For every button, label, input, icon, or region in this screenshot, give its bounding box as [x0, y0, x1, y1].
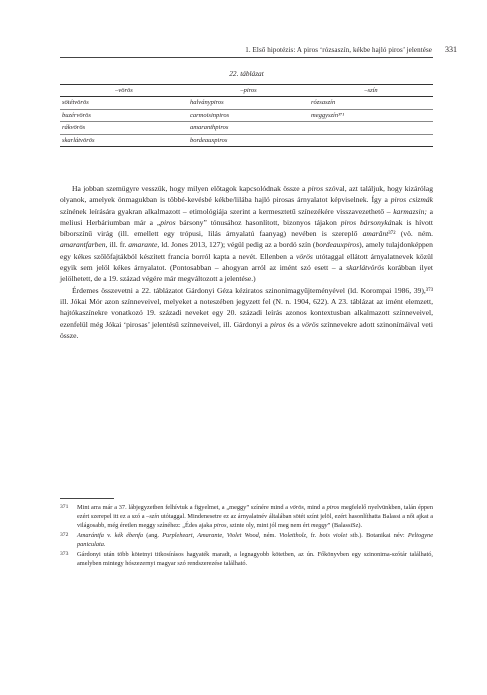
footnote-text: Gárdonyi után több kötetnyi titkosírásos hagyaték maradt, a legnagyobb kötetben, az ún. Főkönyvben egy szinonima-szótár található, amelyben mintegy hószezernyi magyar szó rendszerezése található. — [77, 551, 433, 568]
paragraph-2: Érdemes összevetni a 22. táblázatot Gárdonyi Géza kéziratos szinonimagyűjteményével (ld. Korompai 1986, 39),³⁷³ ill. Jókai Mór azon színneveivel, melyeket a noteszében jegyzett fel (N. n. 1904, 622). A 23. táblázat az imént elemzett, hajtókaszínekre vonatkozó 19. századi neveket egy 20. századi leírás azonos kontextusban alkalmazott színneveivel, ezenfelül még Jókai ‘pirosas’ jelentésű színneveivel, ill. Gárdonyi a piros és a vörös színnevekre adott szinonímáival veti össze. — [60, 285, 434, 340]
table-row — [60, 134, 433, 147]
table-cell: buzérvörös — [60, 109, 188, 122]
page-number: 331 — [445, 45, 457, 54]
header-rule — [60, 57, 433, 58]
table-header-row — [60, 85, 433, 97]
footnote-372 — [60, 531, 433, 549]
paragraph-1: Ha jobban szemügyre vesszük, hogy milyen előtagok kapcsolódnak össze a piros szóval, azt találjuk, hogy kizárólag olyanok, amelyek önmagukban is többé-kevésbé kékbe/lilába hajló pirosas árnyalatot képviselnek. Így a piros csizmák színének leírására gyakran alkalmazott – etimológiája szerint a kermesztetű színezékére visszavezethető – karmazsin; a meliusi Herbáriumban már a „piros bársony” tónusához hasonlított, bizonyos tájakon piros bársonykának is hívott bíborszínű virág (ill. emellett egy trópusi, lilás árnyalatú faanyag) nevében is szereplő amarânt³⁷² (vö. ném. amarantfarben, ill. fr. amarante, ld. Jones 2013, 127); végül pedig az a bordó szín (bordeauxpiros), amely tulajdonképpen egy kékes szőlőfajtákból készített francia borról kapta a nevét. Ellenben a vörös utótaggal ellátott árnyalatnevek közül egyik sem jelöl kékes árnyalatot. (Pontosabban – ahogyan arról az imént szó esett – a skarlátvörös korábban ilyet jelölhetett, de a 19. század végére már megváltozott a jelentése.) — [60, 184, 434, 284]
table-cell: rákvörös — [60, 122, 188, 135]
table-row — [60, 122, 433, 135]
running-head: 1. Első hipotézis: A piros ‘rózsaszín, kékbe hajló piros’ jelentése — [245, 46, 432, 54]
table-cell: rózsaszín — [309, 97, 433, 110]
color-name-table — [60, 84, 433, 147]
table-cell: meggyszín³⁷¹ — [309, 109, 433, 122]
footnote-number: 372 — [60, 532, 69, 539]
table-cell — [309, 134, 433, 147]
column-header-szin: –szín — [309, 85, 433, 97]
table-caption: 22. táblázat — [229, 69, 264, 78]
table-cell: carmoisinpiros — [188, 109, 309, 122]
table-row — [60, 109, 433, 122]
table-cell: skarlátvörös — [60, 134, 188, 147]
table-cell: sötétvörös — [60, 97, 188, 110]
footnote-text: Amarántfa v. kék ébenfa (ang. Purpleheart, Amarante, Violet Wood, ném. Violettholz, fr. bois violet stb.). Botanikai név: Peltogyne paniculata. — [77, 532, 433, 549]
table-cell: halványpiros — [188, 97, 309, 110]
table-cell — [309, 122, 433, 135]
footnote-rule — [60, 498, 114, 499]
footnotes — [60, 503, 433, 569]
footnote-371 — [60, 503, 433, 531]
table-row — [60, 97, 433, 110]
column-header-piros: –piros — [188, 85, 309, 97]
footnote-ref-372[interactable]: ³⁷² — [388, 229, 396, 239]
footnote-text: Mint arra már a 37. lábjegyzetben felhívtuk a figyelmet, a „meggy” színére mind a vörös, mind a piros megfelelő nyelvünkben, talán éppen ezért szerepel itt ez a szó a –szín utótaggal. Mindenesetre ez az árnyalatnév általában sötét színt jelöl, ezért hasonlíthatta Balassi a női ajkat a világosabb, még éretlen meggy színéhez: „Édes ajaka piros, szinte oly, mint jól meg nem ért meggy” (BalassiSz). — [77, 504, 433, 530]
footnote-373 — [60, 550, 433, 568]
table-cell: bordeauxpiros — [188, 134, 309, 147]
column-header-voros: –vörös — [60, 85, 188, 97]
footnote-number: 373 — [60, 551, 69, 558]
footnote-ref-373[interactable]: ³⁷³ — [425, 285, 433, 295]
body-text — [60, 183, 433, 341]
table-cell: amaranthpiros — [188, 122, 309, 135]
footnote-number: 371 — [60, 504, 69, 510]
